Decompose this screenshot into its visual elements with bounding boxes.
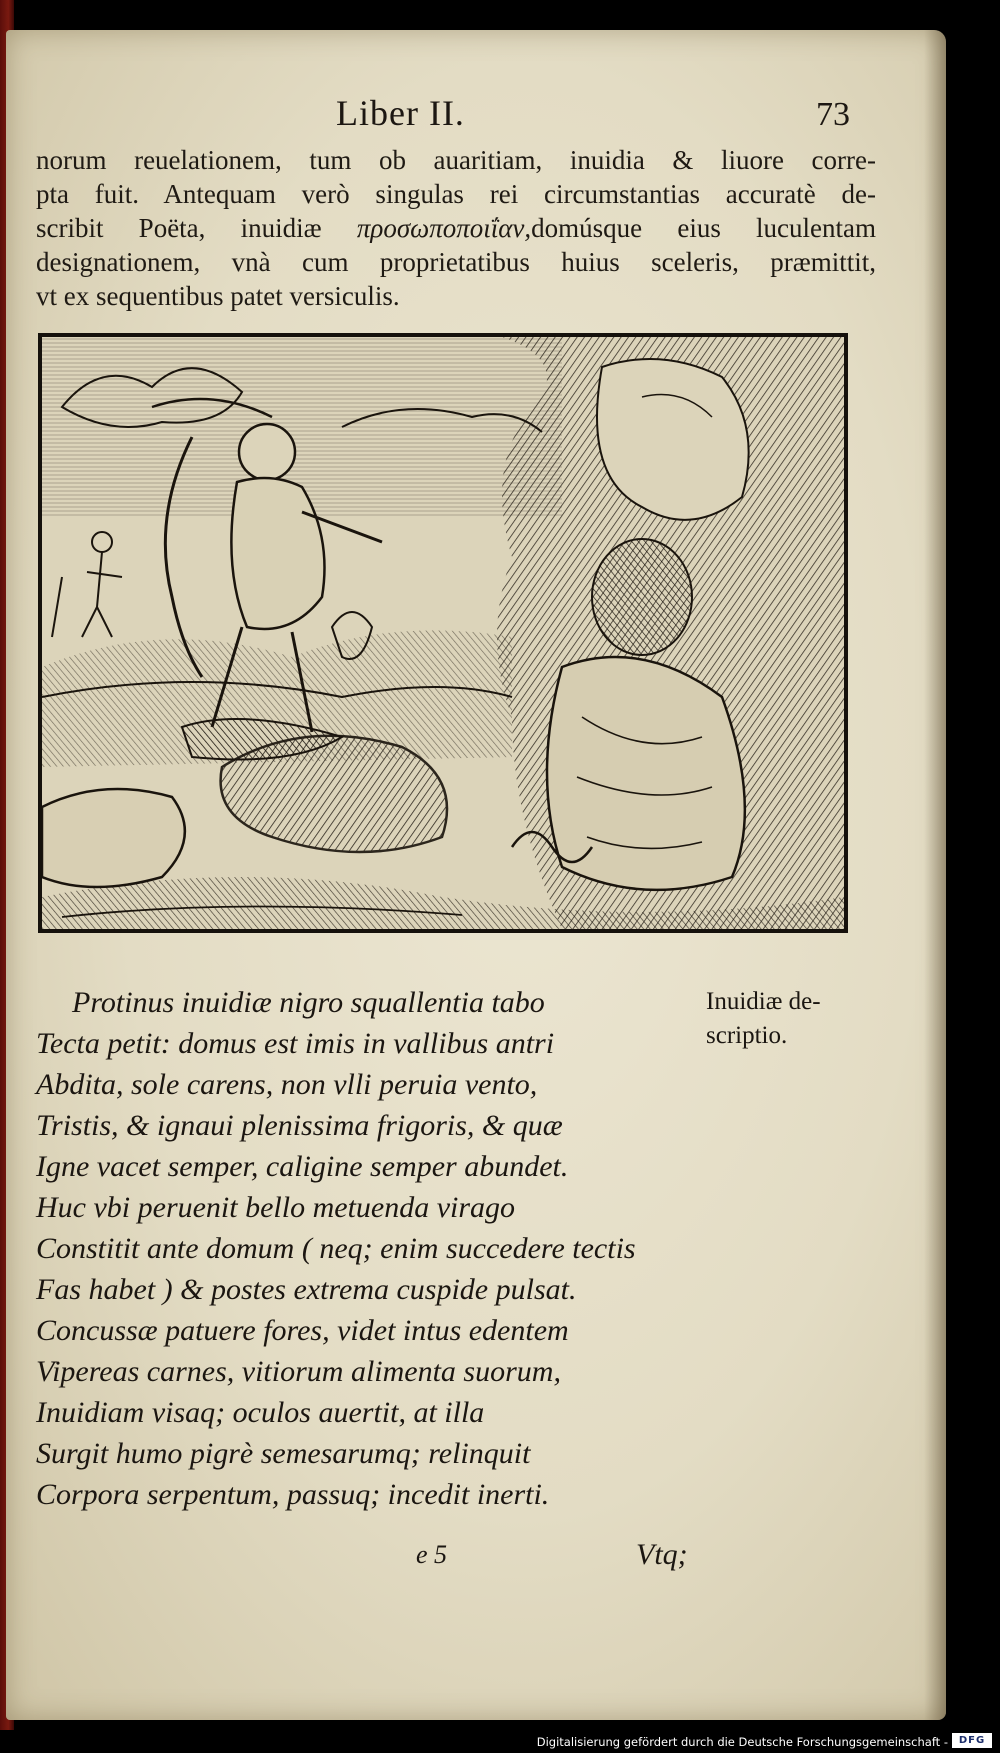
intro-line: norum reuelationem, tum ob auaritiam, inuidia & liuore corre- [36,145,876,175]
marginal-note-line: Inuidiæ de- [706,988,821,1015]
verse-line: Corpora serpentum, passuq; incedit inerti. [36,1478,550,1511]
verse-line: Vipereas carnes, vitiorum alimenta suorum, [36,1355,561,1388]
verse-line: Tecta petit: domus est imis in vallibus antri [36,1027,555,1060]
verse-line: Concussæ patuere fores, videt intus edentem [36,1314,569,1347]
intro-paragraph [36,143,876,313]
verse-line: Huc vbi peruenit bello metuenda virago [36,1191,516,1224]
marginal-note-line: scriptio. [706,1022,788,1049]
verse-line: Abdita, sole carens, non vlli peruia vento, [36,1068,538,1101]
verse-line: Protinus inuidiæ nigro squallentia tabo [72,986,545,1019]
woodcut-drawing [42,337,844,929]
marginal-note [706,985,886,1053]
verse-line: Surgit humo pigrè semesarumq; relinquit [36,1437,531,1470]
woodcut-illustration [38,333,848,933]
catchword: Vtq; [636,1538,688,1571]
intro-line-part: domúsque eius luculentam [531,213,876,243]
signature-mark: e 5 [416,1540,448,1569]
intro-line: vt ex sequentibus patet versiculis. [36,281,400,311]
greek-word: προσωποποιΐαν, [356,213,532,243]
intro-line: pta fuit. Antequam verò singulas rei circumstantias accuratè de- [36,179,876,209]
footer-credit: Digitalisierung gefördert durch die Deutsche Forschungsgemeinschaft - [536,1735,948,1749]
verse-line: Constitit ante domum ( neq; enim succedere tectis [36,1232,636,1265]
page-edge-shadow [924,30,946,1720]
verse-line: Inuidiam visaq; oculos auertit, at illa [36,1396,485,1429]
verse-line: Fas habet ) & postes extrema cuspide pulsat. [36,1273,577,1306]
intro-line: designationem, vnà cum proprietatibus huius sceleris, præmittit, [36,247,876,277]
page-number: 73 [816,96,850,133]
verse-line: Igne vacet semper, caligine semper abundet. [36,1150,569,1183]
intro-line-with-greek [36,211,876,245]
intro-line-part: scribit Poëta, inuidiæ [36,213,322,243]
verse-line: Tristis, & ignaui plenissima frigoris, & quæ [36,1109,563,1142]
book-page [6,30,946,1720]
dfg-logo: DFG [952,1733,992,1748]
running-head: Liber II. [336,93,465,133]
verse-block [36,982,686,1515]
